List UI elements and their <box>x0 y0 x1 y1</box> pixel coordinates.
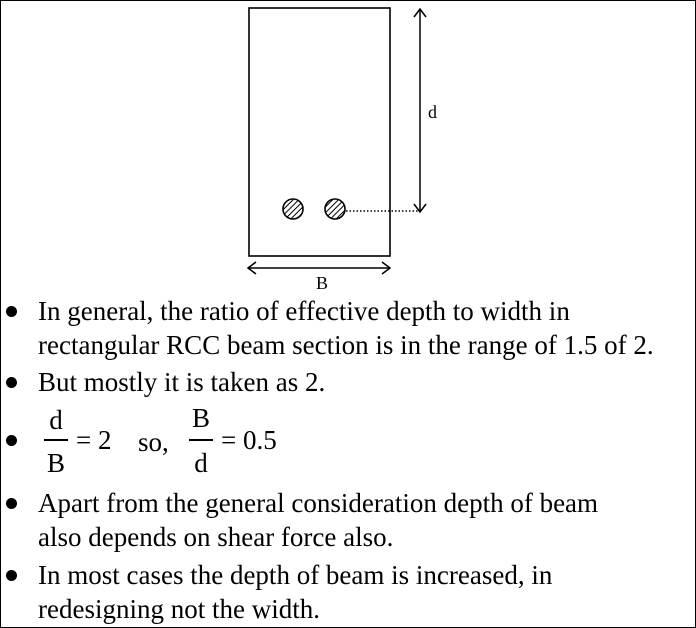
width-label: B <box>316 273 329 293</box>
bullet-text-line: rectangular RCC beam section is in the range of 1.5 of 2. <box>38 330 654 360</box>
bullet-text-line: But mostly it is taken as 2. <box>38 367 326 397</box>
bullet-dot <box>6 498 17 509</box>
beam-cross-section <box>249 8 390 256</box>
bullet-dot <box>6 306 17 317</box>
depth-label: d <box>428 102 437 122</box>
equals-value: = 0.5 <box>221 425 277 455</box>
bullet-text-line: also depends on shear force also. <box>38 522 394 552</box>
fraction-denominator: d <box>194 448 208 478</box>
bullet-text-line: In general, the ratio of effective depth to width in <box>38 296 570 326</box>
fraction-bar <box>44 439 68 441</box>
equals-value: = 2 <box>76 425 112 455</box>
rebar-left <box>283 199 303 219</box>
connector-text: so, <box>138 427 169 457</box>
bullet-text-line: redesigning not the width. <box>38 594 320 624</box>
bullet-dot <box>6 377 17 388</box>
fraction-numerator: B <box>191 403 210 433</box>
fraction-denominator: B <box>46 448 65 478</box>
beam-section-diagram <box>0 0 696 300</box>
bullet-text-line: Apart from the general consideration depth of beam <box>38 488 599 518</box>
bullet-dot <box>6 435 17 446</box>
fraction-bar <box>189 439 213 441</box>
depth-dimension-arrow <box>414 9 426 212</box>
bullet-text-line: In most cases the depth of beam is increased, in <box>38 560 553 590</box>
fraction-numerator: d <box>49 405 63 435</box>
rebar-right <box>325 199 345 219</box>
bullet-dot <box>6 570 17 581</box>
